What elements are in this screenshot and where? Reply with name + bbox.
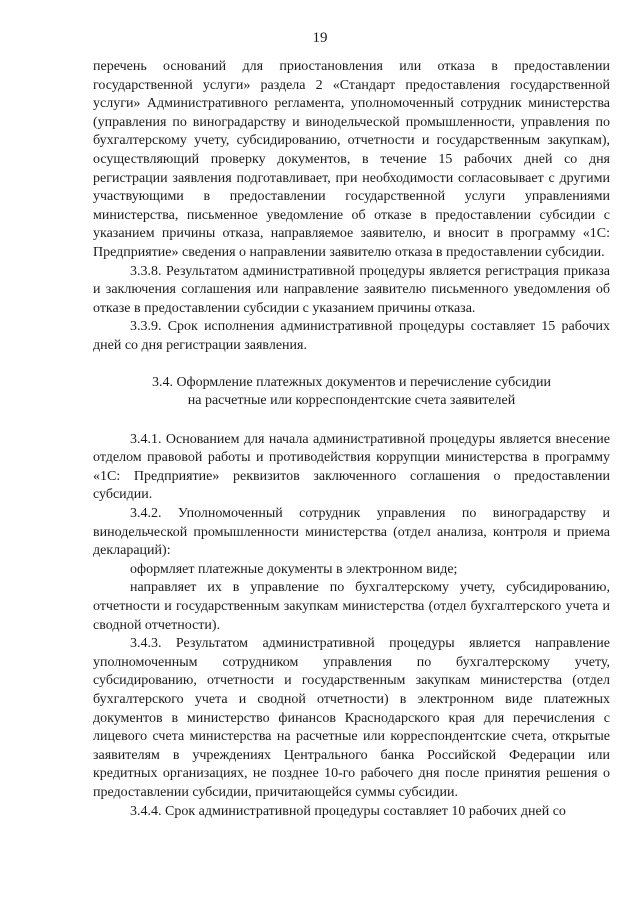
paragraph-3-4-2-item-1: оформляет платежные документы в электронном виде; <box>130 561 458 577</box>
paragraph-3-3-8: 3.3.8. Результатом административной процедуры является регистрация приказа и заключения соглашения или направление заявителю письменного уведомления об отказе в предоставлении субсидии с указанием причины отказа. <box>93 263 610 316</box>
page-content <box>93 58 610 821</box>
paragraph-3-4-3: 3.4.3. Результатом административной процедуры является направление уполномоченным сотрудником управления по бухгалтерскому учету, субсидированию, отчетности и государственным закупкам министерства (отдел бухгалтерского учета и сводной отчетности) в электронном виде платежных документов в министерство финансов Краснодарского края для перечисления с лицевого счета министерства на расчетные или корреспондентские счета, открытые заявителям в учреждениях Центрального банка Российской Федерации или кредитных организациях, не позднее 10-го рабочего дня после принятия решения о предоставлении субсидии, причитающейся суммы субсидии. <box>93 636 610 800</box>
page-number: 19 <box>312 30 328 46</box>
paragraph-3-3-9: 3.3.9. Срок исполнения административной процедуры составляет 15 рабочих дней со дня регистрации заявления. <box>93 319 610 353</box>
section-heading-line-1: 3.4. Оформление платежных документов и перечисление субсидии <box>151 374 552 390</box>
paragraph-continuation: перечень оснований для приостановления или отказа в предоставлении государственной услуги» раздела 2 «Стандарт предоставления государственной услуги» Административного регламента, уполномоченный сотрудник министерства (управления по виноградарству и винодельческой промышленности, управления по бухгалтерскому учету, субсидированию, отчетности и государственным закупкам), осуществляющий проверку документов, в течение 15 рабочих дней со дня регистрации заявления подготавливает, при необходимости согласовывает с другими участвующими в предоставлении государственной услуги управлениями министерства, письменное уведомление об отказе в предоставлении субсидии с указанием причины отказа, направляемое заявителю, и вносит в программу «1С: Предприятие» сведения о направлении заявителю отказа в предоставлении субсидии. <box>93 59 610 260</box>
paragraph-3-4-2: 3.4.2. Уполномоченный сотрудник управления по виноградарству и винодельческой промышленности министерства (отдел анализа, контроля и приема деклараций): <box>93 506 610 559</box>
section-heading-line-2: на расчетные или корреспондентские счета заявителей <box>187 393 516 409</box>
paragraph-3-4-4: 3.4.4. Срок административной процедуры составляет 10 рабочих дней со <box>130 803 566 819</box>
paragraph-3-4-2-item-2: направляет их в управление по бухгалтерскому учету, субсидированию, отчетности и государственным закупкам министерства (отдел бухгалтерского учета и сводной отчетности). <box>93 580 610 633</box>
paragraph-3-4-1: 3.4.1. Основанием для начала административной процедуры является внесение отделом правовой работы и противодействия коррупции министерства в программу «1С: Предприятие» реквизитов заключенного соглашения о предоставлении субсидии. <box>93 431 610 503</box>
section-heading <box>93 374 610 411</box>
